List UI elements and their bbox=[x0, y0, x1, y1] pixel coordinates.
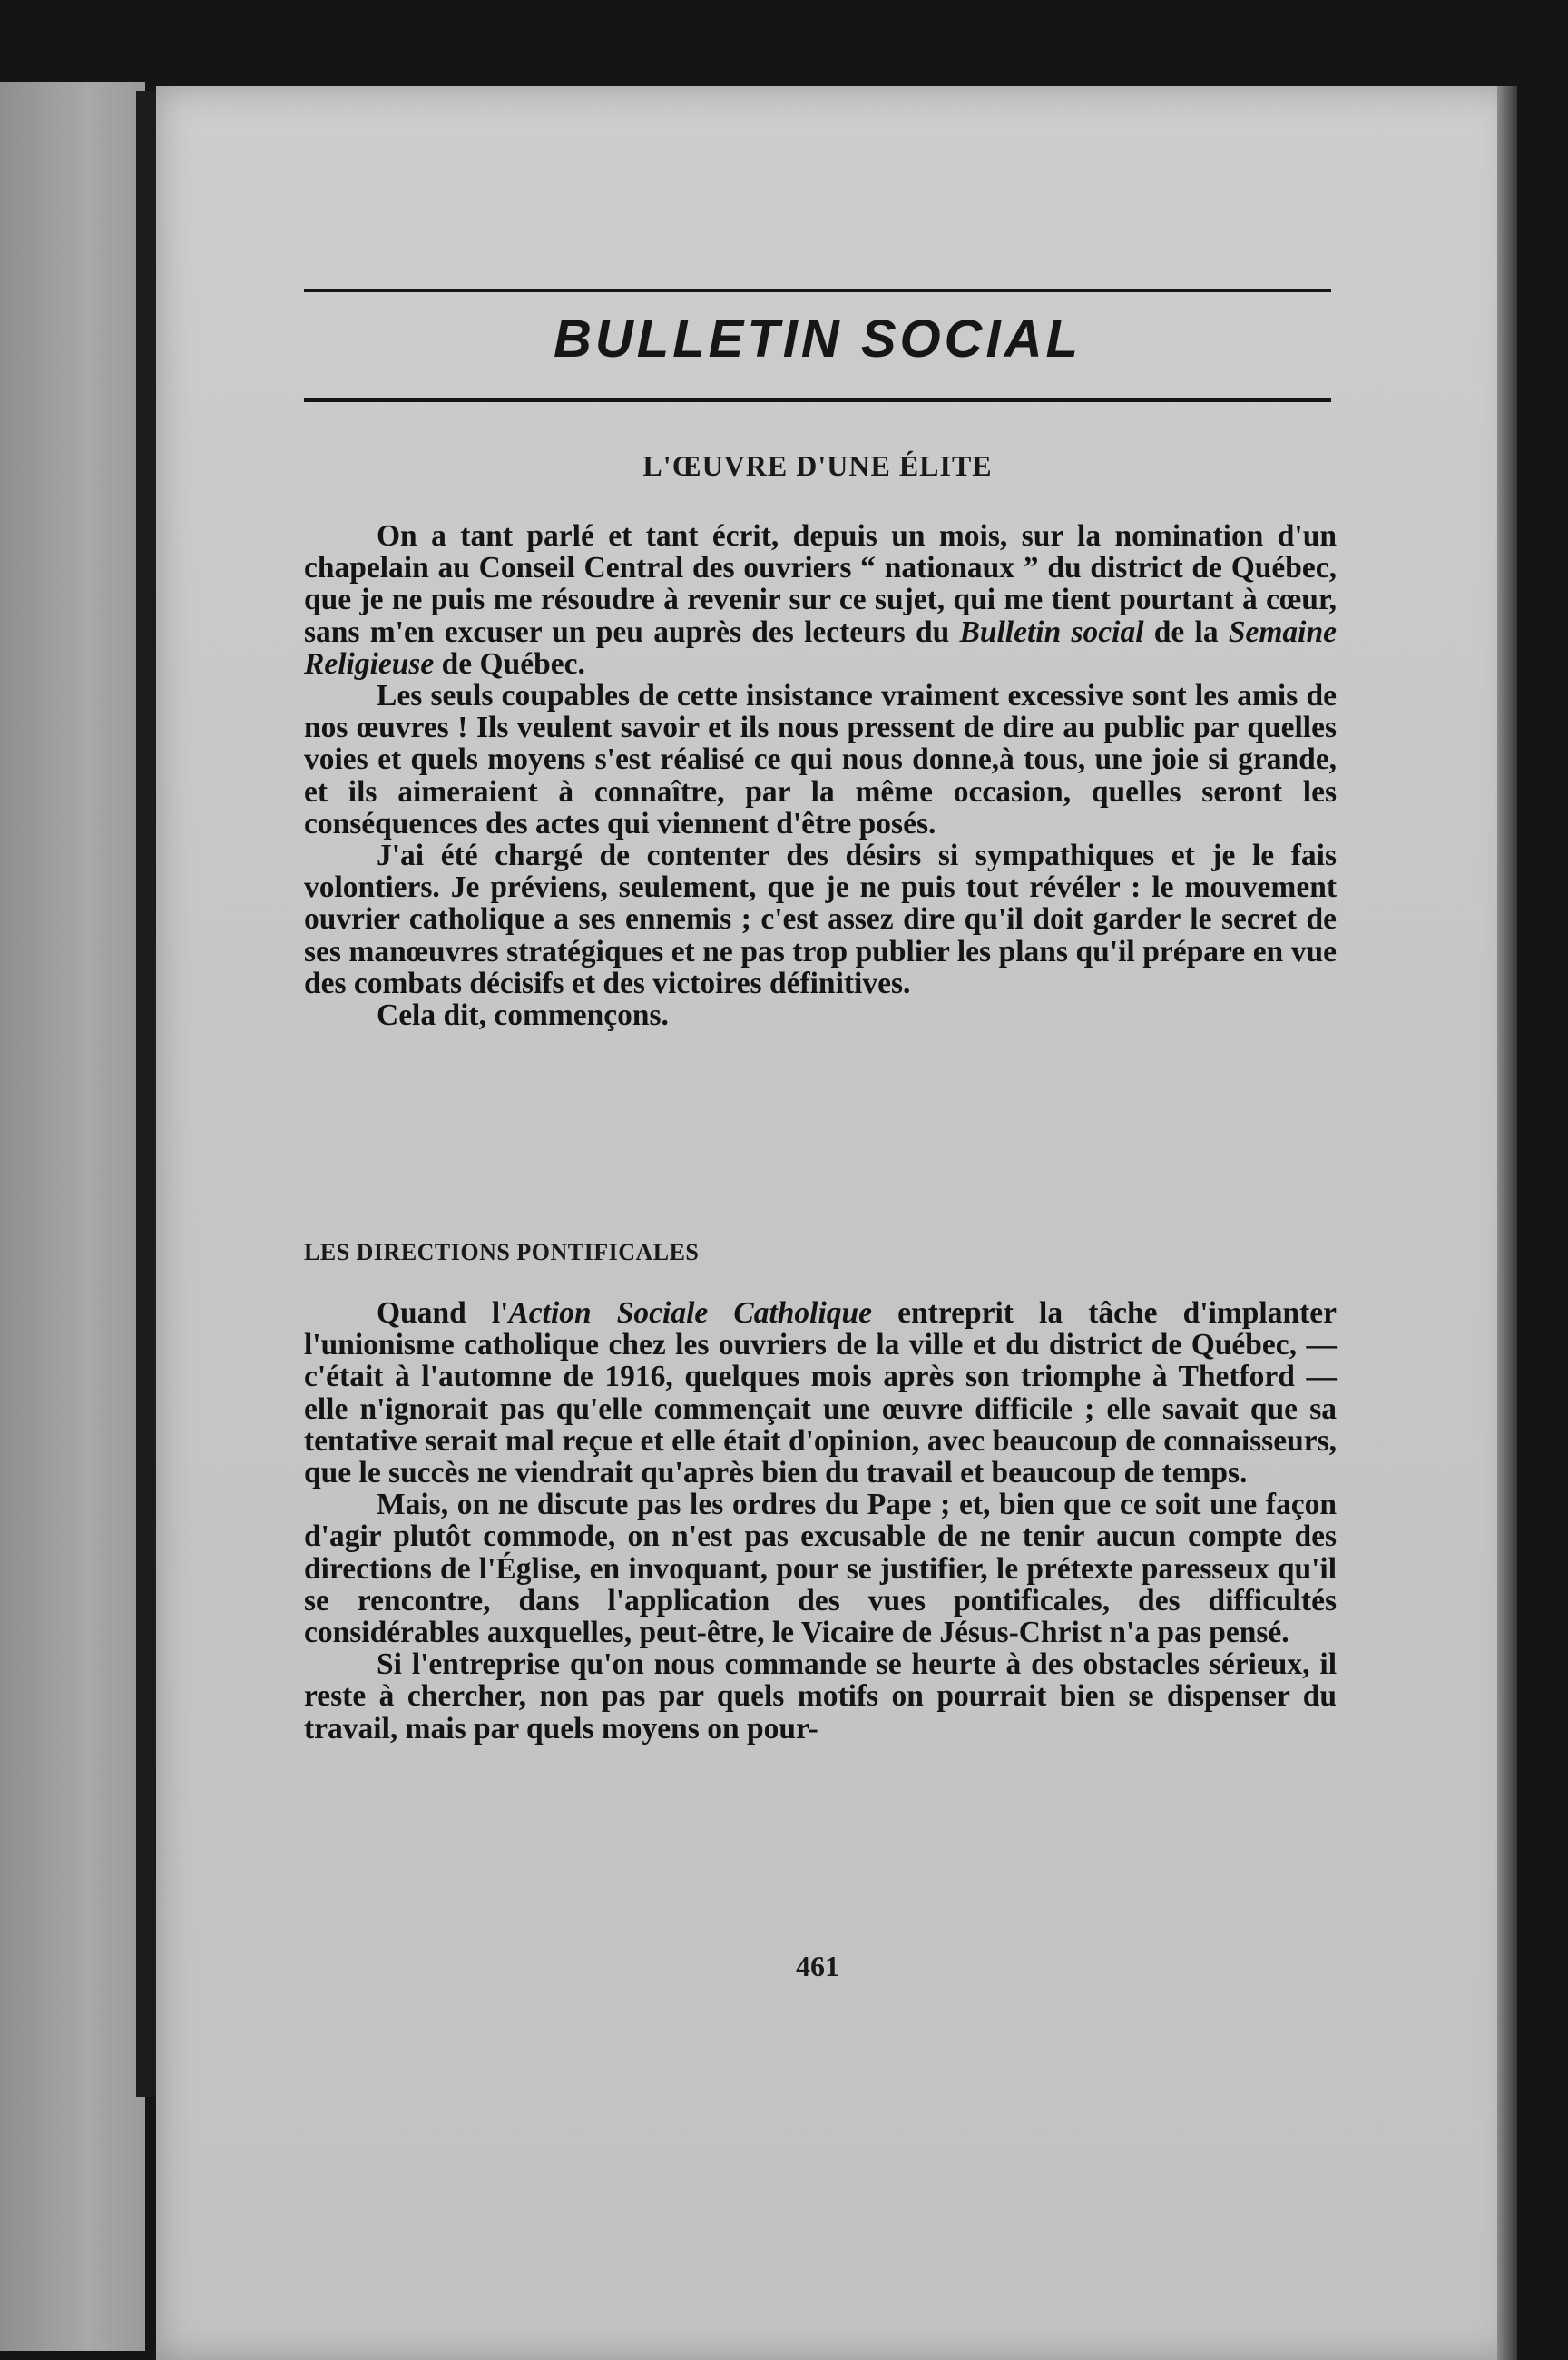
section-body bbox=[304, 1297, 1337, 1745]
paragraph: Quand l'Action Sociale Catholique entreprit la tâche d'implanter l'unionisme catholique chez les ouvriers de la ville et du district de Québec, — c'était à l'automne de 1916, quelques mois après son triomphe à Thetford — elle n'ignorait pas qu'elle commençait une œuvre difficile ; elle savait que sa tentative serait mal reçue et elle était d'opinion, avec beaucoup de connaisseurs, que le succès ne viendrait qu'après bien du travail et beaucoup de temps. bbox=[304, 1296, 1337, 1490]
bulletin-title: BULLETIN SOCIAL bbox=[554, 310, 1082, 369]
section-heading: LES DIRECTIONS PONTIFICALES bbox=[304, 1239, 700, 1265]
article-body bbox=[304, 520, 1337, 1031]
header-rule-top bbox=[304, 289, 1331, 292]
paragraph: Mais, on ne discute pas les ordres du Pape ; et, bien que ce soit une façon d'agir plutôt commode, on n'est pas excusable de ne tenir aucun compte des directions de l'Église, en invoquant, pour se justifier, le prétexte paresseux qu'il se rencontre, dans l'application des vues pontificales, des difficultés considérables auxquelles, peut-être, le Vicaire de Jésus-Christ n'a pas pensé. bbox=[304, 1488, 1337, 1650]
paragraph: Si l'entreprise qu'on nous commande se heurte à des obstacles sérieux, il reste à chercher, non pas par quels motifs on pourrait bien se dispenser du travail, mais par quels moyens on pour- bbox=[304, 1647, 1337, 1745]
publication-title: Semaine Religieuse bbox=[304, 615, 1337, 681]
article-title: L'ŒUVRE D'UNE ÉLITE bbox=[642, 449, 993, 482]
document-page bbox=[156, 86, 1517, 2360]
publication-title: Bulletin social bbox=[959, 615, 1144, 649]
paragraph: Cela dit, commençons. bbox=[377, 998, 669, 1033]
paragraph: J'ai été chargé de contenter des désirs si sympathiques et je le fais volontiers. Je préviens, seulement, que je ne puis tout révéler : le mouvement ouvrier catholique a ses ennemis ; c'est assez dire qu'il doit garder le secret de ses manœuvres stratégiques et ne pas trop publier les plans qu'il prépare en vue des combats décisifs et des victoires définitives. bbox=[304, 839, 1337, 1000]
paragraph: Les seuls coupables de cette insistance vraiment excessive sont les amis de nos œuvres ! Ils veulent savoir et ils nous pressent de dire au public par quelles voies et quels moyens s'est réalisé ce qui nous donne,à tous, une joie si grande, et ils aimeraient à connaître, par la même occasion, quelles seront les conséquences des actes qui viennent d'être posés. bbox=[304, 679, 1337, 841]
page-edge-shadow bbox=[1497, 86, 1517, 2360]
header-rule-bottom bbox=[304, 398, 1331, 402]
paragraph: On a tant parlé et tant écrit, depuis un mois, sur la nomination d'un chapelain au Conseil Central des ouvriers “ nationaux ” du district de Québec, que je ne puis me résoudre à revenir sur ce sujet, qui me tient pourtant à cœur, sans m'en excuser un peu auprès des lecteurs du Bulletin social de la Semaine Religieuse de Québec. bbox=[304, 519, 1337, 681]
book-spine-shadow bbox=[136, 91, 156, 2097]
page-number: 461 bbox=[796, 1950, 839, 1982]
facing-page-edge bbox=[0, 82, 145, 2351]
organization-name: Action Sociale Catholique bbox=[508, 1296, 873, 1330]
